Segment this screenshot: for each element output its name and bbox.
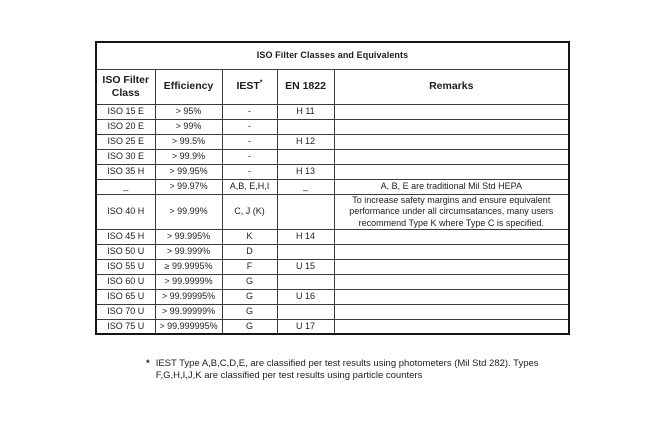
cell-iso: ISO 50 U <box>96 244 155 259</box>
cell-iest: - <box>222 150 277 165</box>
cell-iest: - <box>222 165 277 180</box>
cell-en <box>277 120 334 135</box>
cell-eff: > 99.97% <box>155 180 222 195</box>
table-row <box>96 135 569 150</box>
cell-remarks <box>334 244 569 259</box>
cell-remarks: To increase safety margins and ensure equivalent performance under all circumsatances, many users recommend Type K where Type C is specified. <box>334 195 569 230</box>
cell-eff: ≥ 99.9995% <box>155 259 222 274</box>
cell-iest: D <box>222 244 277 259</box>
footnote <box>146 358 566 383</box>
cell-remarks <box>334 135 569 150</box>
cell-remarks <box>334 120 569 135</box>
cell-en <box>277 274 334 289</box>
cell-remarks <box>334 259 569 274</box>
cell-iso: ISO 20 E <box>96 120 155 135</box>
cell-remarks <box>334 229 569 244</box>
column-header-iso: ISO Filter Class <box>96 70 155 105</box>
cell-en: U 16 <box>277 289 334 304</box>
cell-iest: G <box>222 319 277 334</box>
table-row <box>96 150 569 165</box>
cell-iest: - <box>222 135 277 150</box>
table-row <box>96 105 569 120</box>
cell-eff: > 99.99% <box>155 195 222 230</box>
cell-remarks <box>334 105 569 120</box>
cell-iso: ISO 25 E <box>96 135 155 150</box>
table-row <box>96 180 569 195</box>
cell-iso: ISO 60 U <box>96 274 155 289</box>
table-row <box>96 259 569 274</box>
cell-remarks <box>334 304 569 319</box>
table-row <box>96 319 569 334</box>
cell-iso: ISO 30 E <box>96 150 155 165</box>
footnote-line: IEST Type A,B,C,D,E, are classified per test results using photometers (Mil Std 282). Types <box>155 358 539 369</box>
cell-remarks <box>334 150 569 165</box>
cell-iest: - <box>222 105 277 120</box>
footnote-line: F,G,H,I,J,K are classified per test results using particle counters <box>155 370 423 382</box>
cell-en <box>277 304 334 319</box>
cell-iso: ISO 55 U <box>96 259 155 274</box>
cell-iest: - <box>222 120 277 135</box>
table-row <box>96 229 569 244</box>
table-title-row <box>96 42 569 70</box>
table-row <box>96 244 569 259</box>
table-row <box>96 274 569 289</box>
cell-en: H 14 <box>277 229 334 244</box>
cell-remarks <box>334 165 569 180</box>
cell-iest: G <box>222 289 277 304</box>
cell-eff: > 99.5% <box>155 135 222 150</box>
cell-eff: > 99% <box>155 120 222 135</box>
cell-iso: ISO 15 E <box>96 105 155 120</box>
cell-eff: > 99.999% <box>155 244 222 259</box>
cell-en <box>277 195 334 230</box>
column-header-remarks: Remarks <box>334 70 569 105</box>
column-header-iest: IEST* <box>222 70 277 105</box>
cell-iest: A,B, E,H,I <box>222 180 277 195</box>
cell-iest: G <box>222 304 277 319</box>
table-row <box>96 120 569 135</box>
cell-iso: ISO 75 U <box>96 319 155 334</box>
cell-iso: ISO 45 H <box>96 229 155 244</box>
cell-eff: > 99.999995% <box>155 319 222 334</box>
footnote-text <box>156 358 566 383</box>
cell-en: _ <box>277 180 334 195</box>
cell-en: H 13 <box>277 165 334 180</box>
cell-iso: ISO 65 U <box>96 289 155 304</box>
table-row <box>96 195 569 230</box>
cell-en <box>277 150 334 165</box>
cell-iest: K <box>222 229 277 244</box>
cell-iest: F <box>222 259 277 274</box>
table-row <box>96 165 569 180</box>
cell-remarks <box>334 274 569 289</box>
cell-en: H 12 <box>277 135 334 150</box>
cell-en: H 11 <box>277 105 334 120</box>
table-row <box>96 304 569 319</box>
cell-iso: _ <box>96 180 155 195</box>
cell-eff: > 99.9999% <box>155 274 222 289</box>
cell-en: U 15 <box>277 259 334 274</box>
cell-iso: ISO 35 H <box>96 165 155 180</box>
column-header-row <box>96 70 569 105</box>
cell-iso: ISO 70 U <box>96 304 155 319</box>
cell-en <box>277 244 334 259</box>
cell-remarks <box>334 319 569 334</box>
cell-remarks <box>334 289 569 304</box>
cell-eff: > 99.95% <box>155 165 222 180</box>
cell-en: U 17 <box>277 319 334 334</box>
cell-eff: > 95% <box>155 105 222 120</box>
table-row <box>96 289 569 304</box>
cell-remarks: A, B, E are traditional Mil Std HEPA <box>334 180 569 195</box>
cell-eff: > 99.9% <box>155 150 222 165</box>
iso-filter-table <box>95 41 570 335</box>
cell-eff: > 99.99999% <box>155 304 222 319</box>
cell-iest: C, J (K) <box>222 195 277 230</box>
cell-iest: G <box>222 274 277 289</box>
cell-iso: ISO 40 H <box>96 195 155 230</box>
column-header-eff: Efficiency <box>155 70 222 105</box>
table-title: ISO Filter Classes and Equivalents <box>96 42 569 70</box>
footnote-asterisk: * <box>146 358 150 369</box>
column-header-en: EN 1822 <box>277 70 334 105</box>
cell-eff: > 99.995% <box>155 229 222 244</box>
cell-eff: > 99.99995% <box>155 289 222 304</box>
